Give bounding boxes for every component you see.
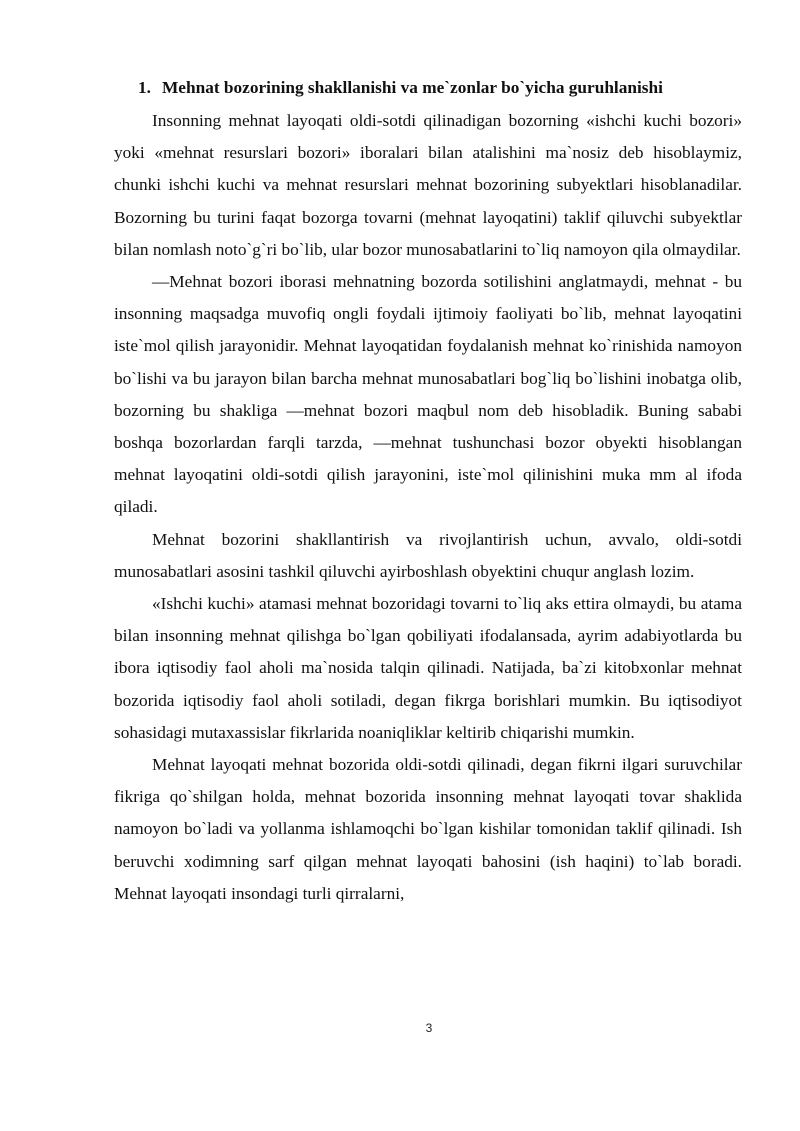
section-number: 1. — [138, 78, 151, 97]
paragraph-5: Mehnat layoqati mehnat bozorida oldi-sotdi qilinadi, degan fikrni ilgari suruvchilar fikriga qo`shilgan holda, mehnat bozorida insonning mehnat layoqati tovar shaklida namoyon bo`ladi va yollanma ishlamoqchi bo`lgan kishilar tomonidan taklif qilinadi. Ish beruvchi xodimning sarf qilgan mehnat layoqati bahosini (ish haqini) to`lab boradi. Mehnat layoqati insondagi turli qirralarni, — [114, 755, 742, 903]
paragraph-1: Insonning mehnat layoqati oldi-sotdi qilinadigan bozorning «ishchi kuchi bozori» yoki «mehnat resurslari bozori» iboralari bilan atalishini ma`nosiz deb hisoblaymiz, chunki ishchi kuchi va mehnat resurslari mehnat bozorining subyektlari hisoblanadilar. Bozorning bu turini faqat bozorga tovarni (mehnat layoqatini) taklif qiluvchi subyektlar bilan nomlash noto`g`ri bo`lib, ular bozor munosabatlarini to`liq namoyon qila olmaydilar. — [114, 111, 742, 259]
paragraph-2: ―Mehnat bozori iborasi mehnatning bozorda sotilishini anglatmaydi, mehnat - bu insonning maqsadga muvofiq ongli foydali ijtimoiy faoliyati bo`lib, mehnat layoqatini iste`mol qilish jarayonidir. Mehnat layoqatidan foydalanish mehnat ko`rinishida namoyon bo`lishi va bu jarayon bilan barcha mehnat munosabatlari bog`liq bo`lishini inobatga olib, bozorning bu shakliga ―mehnat bozori maqbul nom deb hisobladik. Buning sababi boshqa bozorlardan farqli tarzda, ―mehnat tushunchasi bozor obyekti hisoblangan mehnat layoqatini oldi-sotdi qilish jarayonini, iste`mol qilinishini muka mm al ifoda qiladi. — [114, 272, 742, 517]
page-content — [114, 72, 742, 910]
section-title: Mehnat bozorining shakllanishi va me`zonlar bo`yicha guruhlanishi — [162, 78, 663, 97]
page-number: 3 — [425, 1021, 433, 1035]
paragraph-3: Mehnat bozorini shakllantirish va rivojlantirish uchun, avvalo, oldi-sotdi munosabatlari asosini tashkil qiluvchi ayirboshlash obyektini chuqur anglash lozim. — [114, 529, 742, 581]
section-heading — [114, 72, 742, 104]
paragraph-4: «Ishchi kuchi» atamasi mehnat bozoridagi tovarni to`liq aks ettira olmaydi, bu atama bilan insonning mehnat qilishga bo`lgan qobiliyati ifodalansada, ayrim adabiyotlarda bu ibora iqtisodiy faol aholi ma`nosida talqin qilinadi. Natijada, ba`zi kitobxonlar mehnat bozorida iqtisodiy faol aholi sotiladi, degan fikrga borishlari mumkin. Bu iqtisodiyot sohasidagi mutaxassislar fikrlarida noaniqliklar keltirib chiqarishi mumkin. — [114, 594, 742, 742]
